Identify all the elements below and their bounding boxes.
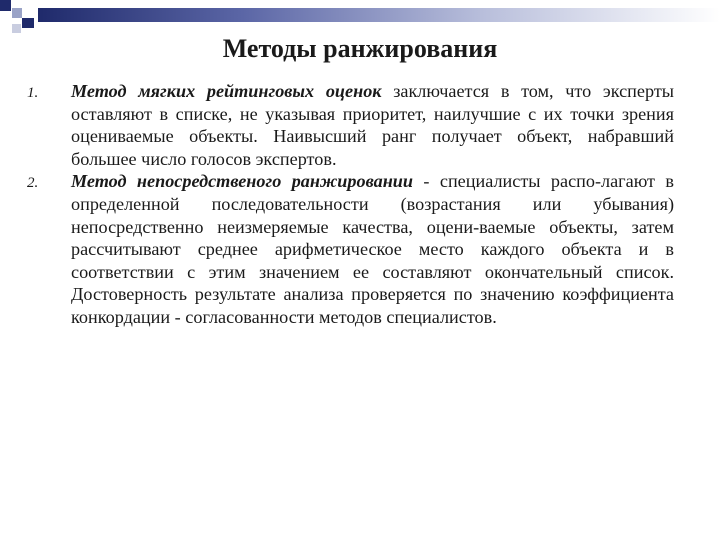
item-paragraph <box>71 80 674 170</box>
slide-title: Методы ранжирования <box>222 34 498 63</box>
decor-square <box>0 0 11 11</box>
method-name: Метод непосредственого ранжировании <box>71 171 414 192</box>
method-description: заключается в том, что эксперты оставляют в списке, не указывая приоритет, наилучшие с их точки зрения оцениваемые объекты. Наивысший ранг получает объект, набравший большее число голосов экспертов. <box>71 81 674 169</box>
method-description: - специалисты распо-лагают в определенной последовательности (возрастания или убывания) непосредственно неизмеряемые качества, оцени-ваемые объекты, затем рассчитывают среднее арифметическое место каждого объекта и в соответствии с этим значением ее составляют окончательный список. Достоверность результате анализа проверяется по значению коэффициента конкордации - согласованности методов специалистов. <box>71 171 674 327</box>
item-number: 2. <box>27 175 39 192</box>
method-name: Метод мягких рейтинговых оценок <box>71 81 382 101</box>
decor-square <box>12 8 22 18</box>
item-number: 1. <box>27 85 39 101</box>
header-gradient-bar <box>38 8 720 22</box>
list-item <box>0 170 720 328</box>
decor-square <box>12 24 21 33</box>
methods-list <box>0 80 720 329</box>
list-item <box>0 80 720 170</box>
item-paragraph <box>71 170 674 328</box>
decor-square <box>22 18 34 28</box>
